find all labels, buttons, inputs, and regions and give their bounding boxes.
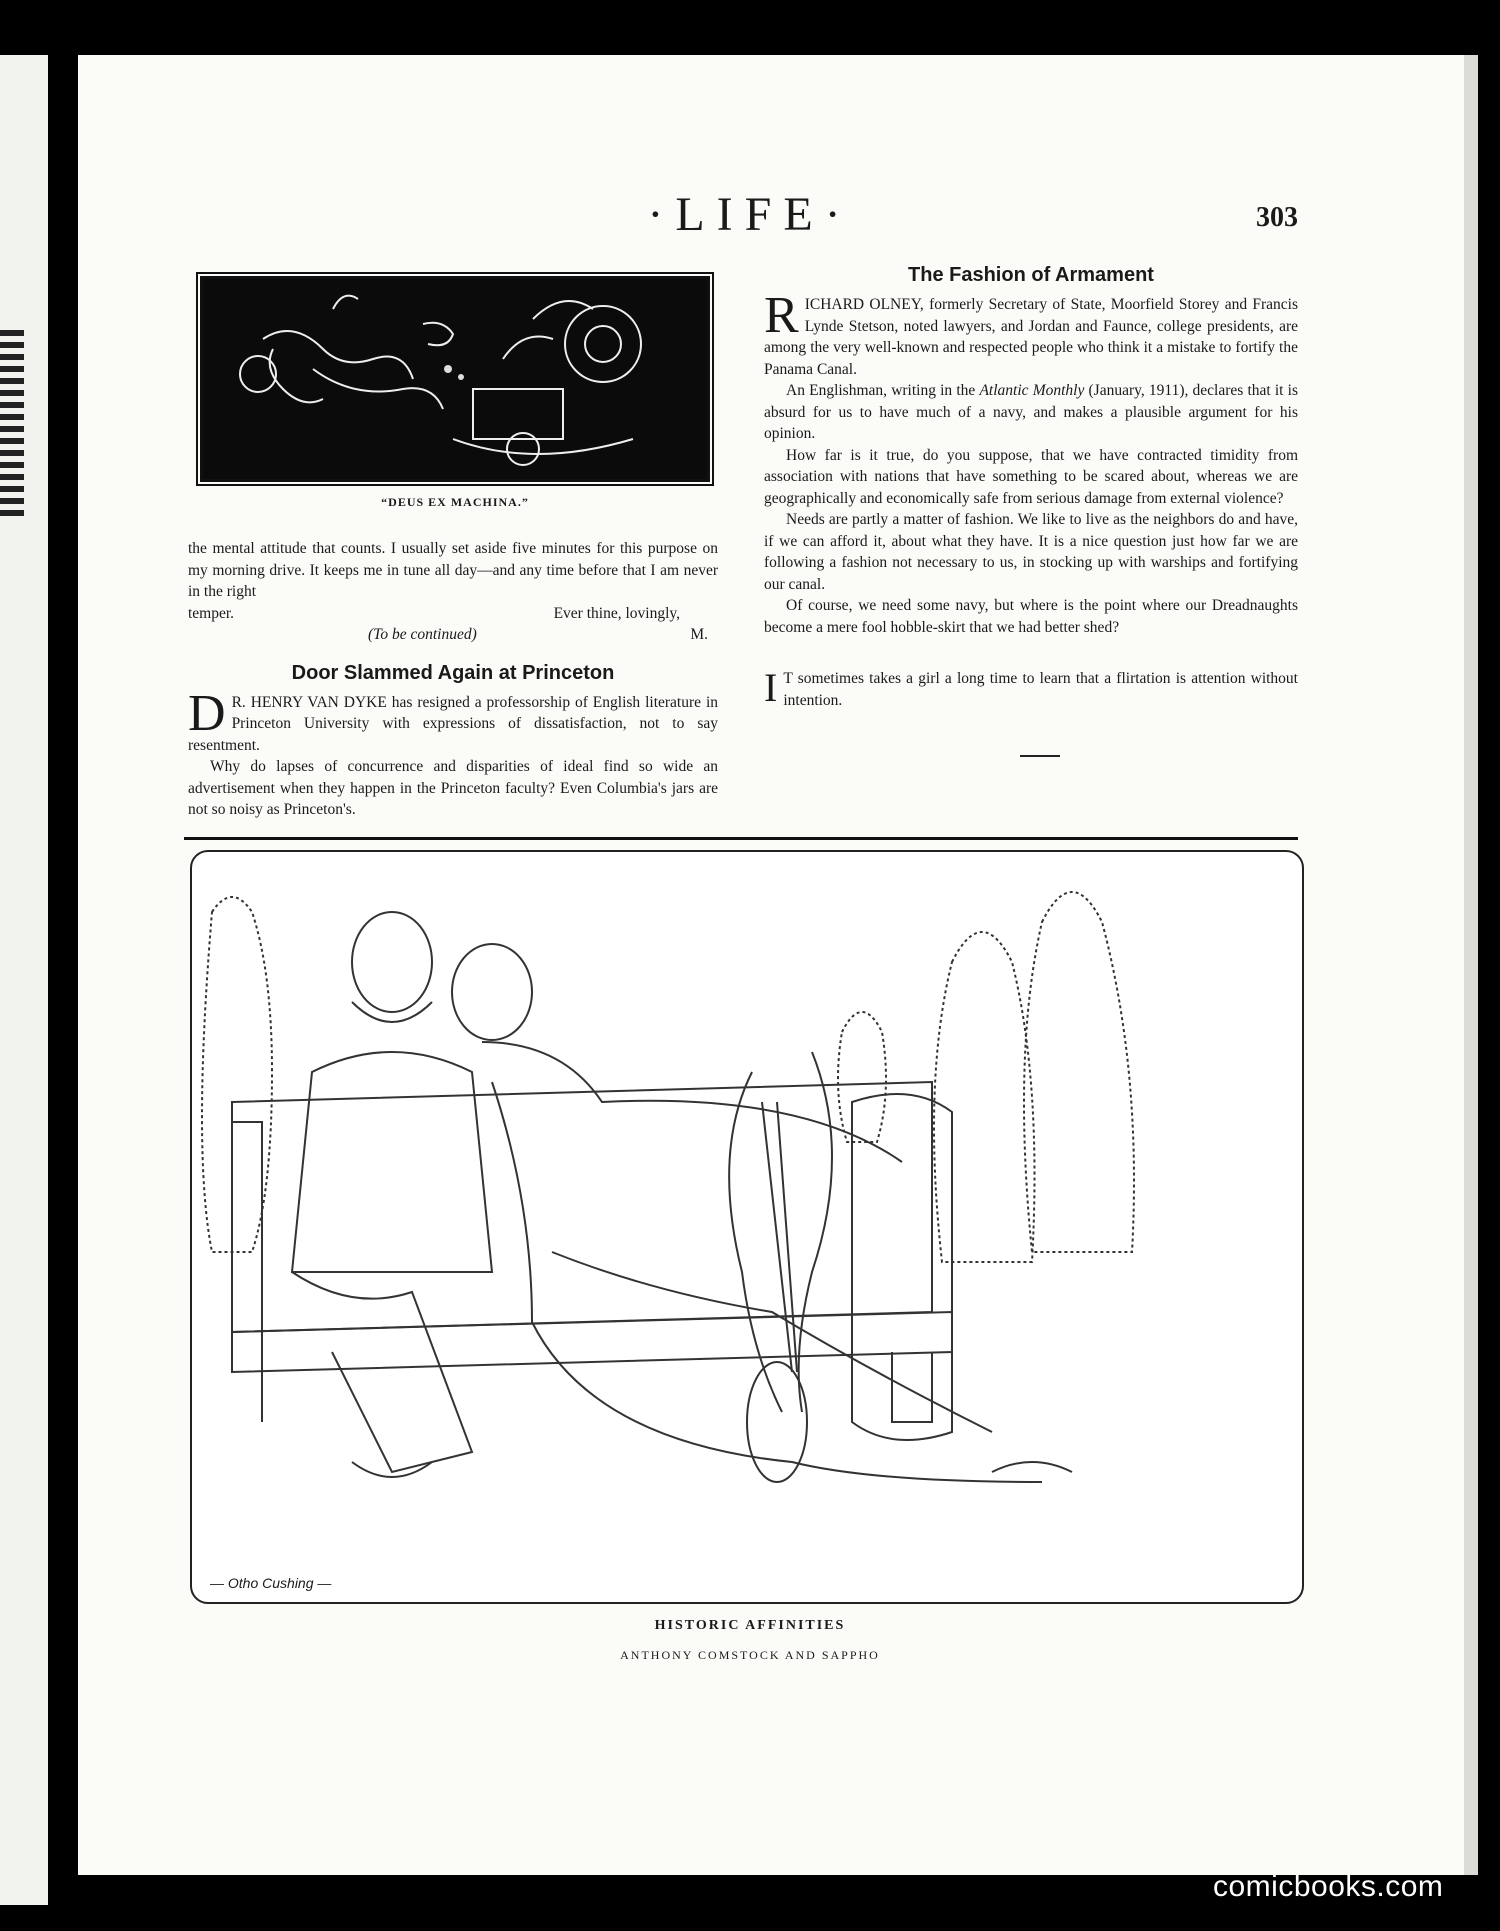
spacer (764, 638, 1298, 668)
armament-paragraph-3: How far is it true, do you suppose, that we have contracted timidity from association with nations that have something to be scared about, whereas we are geographically and economically safe from serious damage from external violence? (764, 446, 1298, 507)
facing-page-edge (0, 55, 48, 1905)
historic-affinities-cartoon (190, 850, 1304, 1604)
deus-ex-machina-illustration (200, 276, 710, 482)
continued-paragraph: the mental attitude that counts. I usually set aside five minutes for this purpose on my morning drive. It keeps me in tune all day—and any time before that I am never in the right (188, 540, 718, 600)
to-be-continued: (To be continued) (368, 626, 477, 643)
princeton-article-title: Door Slammed Again at Princeton (291, 661, 615, 684)
temper-word: temper. (188, 604, 235, 622)
site-watermark: comicbooks.com (1213, 1870, 1444, 1903)
closing-row (188, 603, 718, 625)
masthead: ·LIFE· (647, 188, 853, 241)
page-number: 303 (1256, 202, 1298, 233)
armament-paragraph-5: Of course, we need some navy, but where is the point where our Dreadnaughts become a mere fool hobble-skirt that we had better shed? (764, 597, 1298, 636)
armament-article-title: The Fashion of Armament (908, 264, 1154, 286)
page-binding-edge (1464, 55, 1478, 1875)
closing-line: Ever thine, lovingly, (553, 604, 680, 622)
armament-dropcap: R (764, 287, 799, 344)
cartoon-subtitle: ANTHONY COMSTOCK AND SAPPHO (620, 1648, 880, 1662)
cartoon-title: HISTORIC AFFINITIES (654, 1618, 846, 1633)
right-column (764, 262, 1298, 711)
section-divider-short (1020, 755, 1060, 757)
princeton-paragraph-1: D R. HENRY VAN DYKE has resigned a professorship of English literature in Princeton University with expressions of dissatisfaction, not to say resentment. (188, 684, 718, 754)
armament-paragraph-4: Needs are partly a matter of fashion. We like to live as the neighbors do and have, if we can afford it, about what they have. It is a nice question just how far we are following a fashion not necessary to us, in stocking up with warships and fortifying our canal. (764, 511, 1298, 593)
armament-paragraph-2: An Englishman, writing in the Atlantic Monthly (January, 1911), declares that it is absurd for us to have much of a navy, and makes a plausible argument for his opinion. (764, 382, 1298, 442)
artist-signature: — Otho Cushing — (210, 1575, 332, 1591)
quip-dropcap: I (764, 665, 778, 710)
princeton-paragraph-2: Why do lapses of concurrence and disparities of ideal find so wide an advertisement when they happen in the Princeton faculty? Even Columbia's jars are not so noisy as Princeton's. (188, 758, 718, 818)
continued-row (188, 624, 718, 646)
signature-initial: M. (690, 626, 708, 643)
flirtation-quip: I T sometimes takes a girl a long time to learn that a flirtation is attention without intention. (764, 665, 1298, 710)
facing-page-ornament (0, 330, 24, 520)
armament-paragraph-1: RICHARD OLNEY, formerly Secretary of State, Moorfield Storey and Francis Lynde Stetson, noted lawyers, and Jordan and Faunce, college presidents, are among the very well-known and respected people who think it a mistake to fortify the Panama Canal. (764, 287, 1298, 378)
section-divider-long (184, 837, 1298, 840)
left-column (188, 538, 718, 821)
deus-ex-machina-caption: “DEUS EX MACHINA.” (381, 495, 529, 509)
princeton-dropcap: D (188, 684, 226, 742)
